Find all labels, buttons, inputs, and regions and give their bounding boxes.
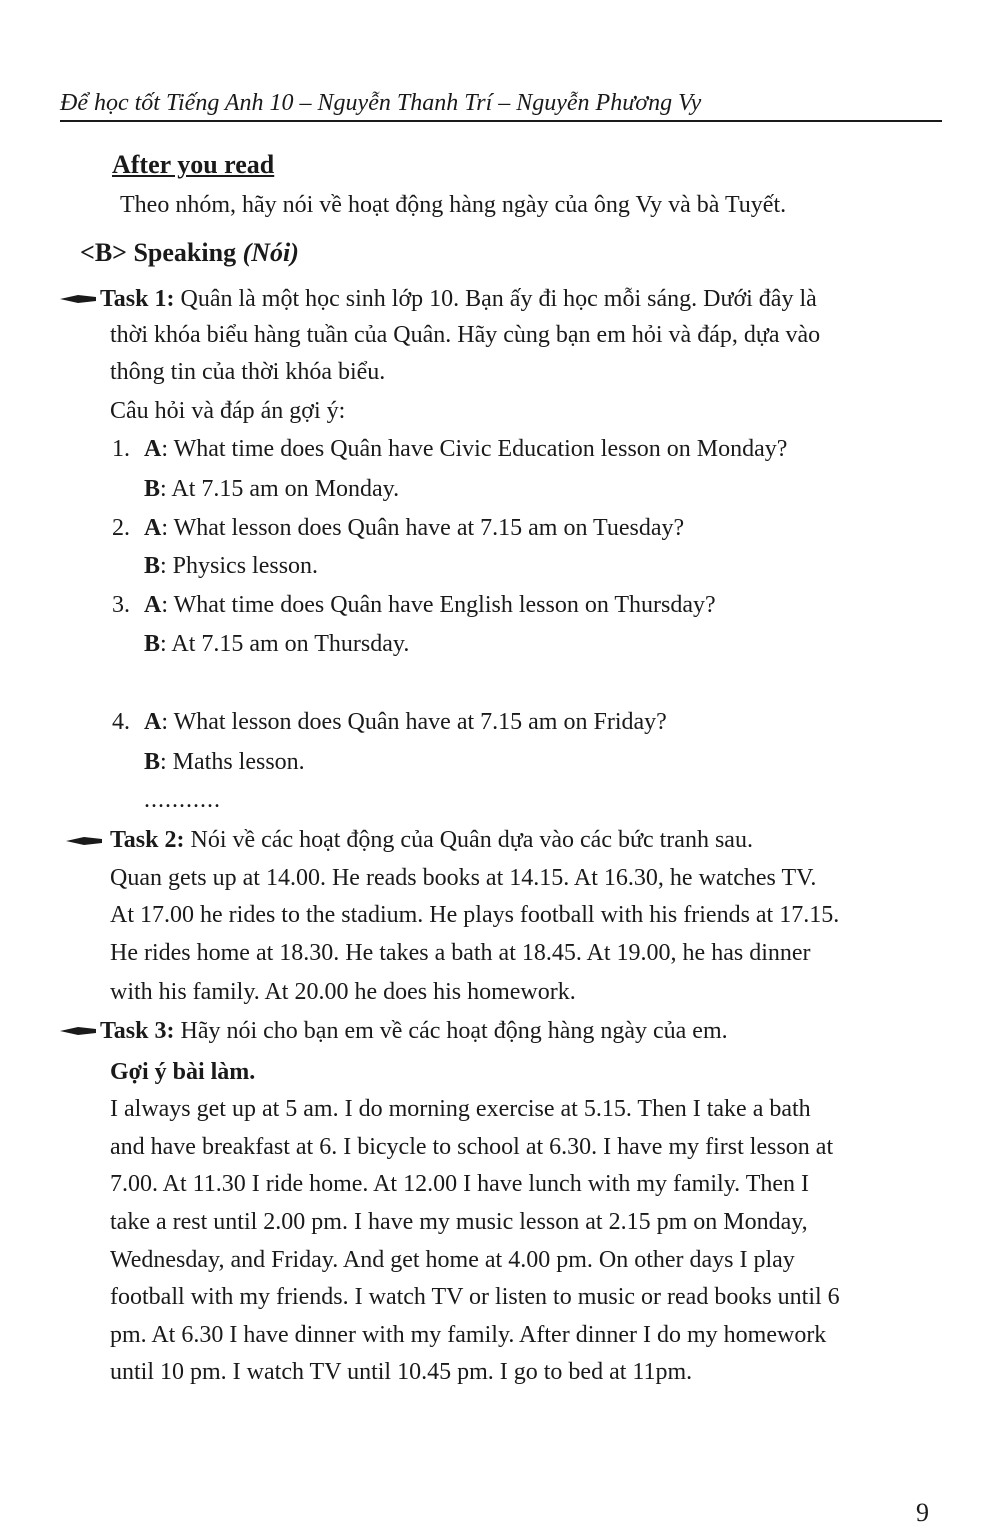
qa-1-b-label: B xyxy=(144,476,161,502)
task2-line-4: with his family. At 20.00 he does his homework. xyxy=(110,979,576,1005)
task2-line-3: He rides home at 18.30. He takes a bath at 18.45. At 19.00, he has dinner xyxy=(110,940,811,966)
task3-line-4: take a rest until 2.00 pm. I have my music lesson at 2.15 pm on Monday, xyxy=(110,1209,808,1235)
qa-4-b-label: B xyxy=(144,749,161,775)
task3-line-5: Wednesday, and Friday. And get home at 4.00 pm. On other days I play xyxy=(110,1247,795,1273)
after-you-read-text: Theo nhóm, hãy nói về hoạt động hàng ngày của ông Vy và bà Tuyết. xyxy=(120,192,787,218)
pointing-hand-icon xyxy=(58,1024,98,1038)
qa-2-answer xyxy=(144,551,318,581)
qa-1-question xyxy=(112,434,787,464)
qa-3-b-label: B xyxy=(144,631,161,657)
task1-line-1: Quân là một học sinh lớp 10. Bạn ấy đi học mỗi sáng. Dưới đây là xyxy=(180,286,817,312)
speaking-heading xyxy=(80,238,299,268)
task3-line-6: football with my friends. I watch TV or listen to music or read books until 6 xyxy=(110,1284,840,1310)
task3-label: Task 3: xyxy=(100,1018,175,1044)
pointing-hand-icon xyxy=(64,834,104,848)
task1-line-3: thông tin của thời khóa biểu. xyxy=(110,359,386,385)
task2-line-1: Quan gets up at 14.00. He reads books at 14.15. At 16.30, he watches TV. xyxy=(110,865,817,891)
qa-1-a-text: : What time does Quân have Civic Education lesson on Monday? xyxy=(161,436,788,462)
task2-label: Task 2: xyxy=(110,827,185,853)
after-you-read-title: After you read xyxy=(112,150,275,179)
qa-4-number: 4. xyxy=(112,709,130,735)
header-rule xyxy=(60,120,942,122)
task3-line-7: pm. At 6.30 I have dinner with my family. After dinner I do my homework xyxy=(110,1322,827,1348)
qa-4-a-label: A xyxy=(144,709,162,735)
task1-hint: Câu hỏi và đáp án gợi ý: xyxy=(110,398,346,424)
qa-2-a-text: : What lesson does Quân have at 7.15 am on Tuesday? xyxy=(161,515,685,541)
qa-1-b-text: : At 7.15 am on Monday. xyxy=(160,476,400,502)
qa-2-question xyxy=(112,513,684,543)
task3-first-line xyxy=(100,1016,728,1046)
task3-line-2: and have breakfast at 6. I bicycle to school at 6.30. I have my first lesson at xyxy=(110,1134,834,1160)
speaking-label: <B> Speaking xyxy=(80,238,237,267)
task1-first-line xyxy=(100,284,817,314)
page-number: 9 xyxy=(916,1498,929,1527)
qa-3-number: 3. xyxy=(112,592,130,618)
qa-1-a-label: A xyxy=(144,436,162,462)
task3-hint: Gợi ý bài làm. xyxy=(110,1059,256,1085)
qa-3-a-label: A xyxy=(144,592,162,618)
task1-ellipsis: ........... xyxy=(144,787,221,813)
pointing-hand-icon xyxy=(58,292,98,306)
task1-line-2: thời khóa biểu hàng tuần của Quân. Hãy cùng bạn em hỏi và đáp, dựa vào xyxy=(110,322,821,348)
qa-4-question xyxy=(112,707,667,737)
qa-1-number: 1. xyxy=(112,436,130,462)
running-header: Để học tốt Tiếng Anh 10 – Nguyễn Thanh Trí – Nguyễn Phương Vy xyxy=(60,90,702,116)
qa-2-a-label: A xyxy=(144,515,162,541)
qa-3-answer xyxy=(144,629,409,659)
qa-3-b-text: : At 7.15 am on Thursday. xyxy=(160,631,410,657)
task3-line-1: I always get up at 5 am. I do morning exercise at 5.15. Then I take a bath xyxy=(110,1096,811,1122)
qa-4-answer xyxy=(144,747,305,777)
task1-label: Task 1: xyxy=(100,286,175,312)
task3-line-8: until 10 pm. I watch TV until 10.45 pm. I go to bed at 11pm. xyxy=(110,1359,693,1385)
qa-4-a-text: : What lesson does Quân have at 7.15 am on Friday? xyxy=(161,709,667,735)
qa-2-b-label: B xyxy=(144,553,161,579)
qa-4-b-text: : Maths lesson. xyxy=(160,749,305,775)
task2-line-2: At 17.00 he rides to the stadium. He plays football with his friends at 17.15. xyxy=(110,902,840,928)
task3-line-3: 7.00. At 11.30 I ride home. At 12.00 I have lunch with my family. Then I xyxy=(110,1171,809,1197)
qa-2-b-text: : Physics lesson. xyxy=(160,553,319,579)
qa-2-number: 2. xyxy=(112,515,130,541)
speaking-label-vi: (Nói) xyxy=(242,238,299,267)
task2-intro: Nói về các hoạt động của Quân dựa vào các bức tranh sau. xyxy=(190,827,753,853)
task3-intro: Hãy nói cho bạn em về các hoạt động hàng ngày của em. xyxy=(180,1018,728,1044)
task2-first-line xyxy=(110,825,753,855)
qa-1-answer xyxy=(144,474,399,504)
qa-3-a-text: : What time does Quân have English lesson on Thursday? xyxy=(161,592,716,618)
qa-3-question xyxy=(112,590,716,620)
